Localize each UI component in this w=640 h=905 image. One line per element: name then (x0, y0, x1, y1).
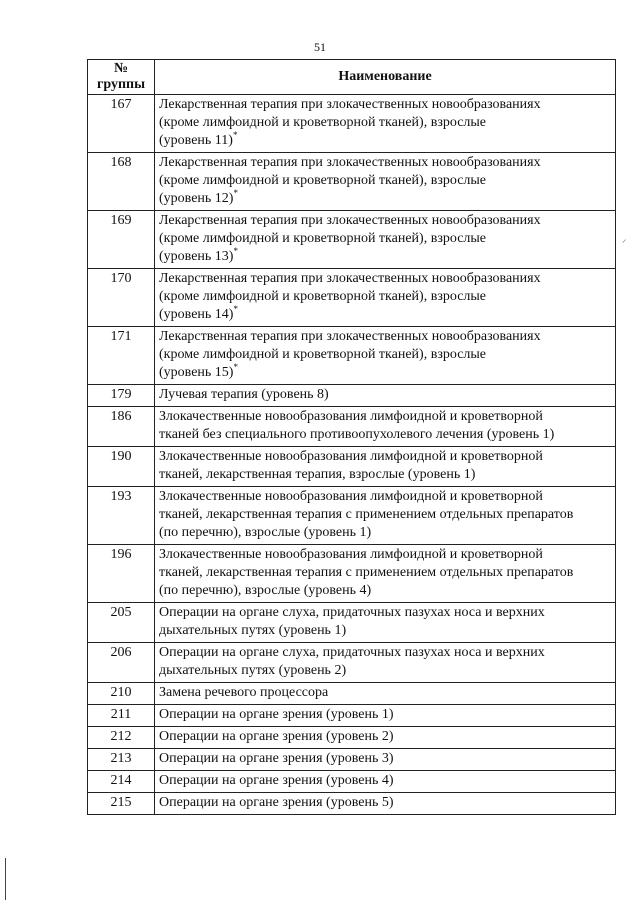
group-number-cell: 215 (88, 793, 155, 815)
group-name-line (159, 190, 611, 208)
group-number-cell: 212 (88, 727, 155, 749)
table-row (88, 727, 616, 749)
group-name-cell (155, 705, 616, 727)
group-name-text: Операции на органе зрения (уровень 1) (159, 707, 394, 722)
group-number-cell: 167 (88, 95, 155, 153)
group-name-text: (по перечню), взрослые (уровень 1) (159, 525, 372, 540)
group-name-text: Злокачественные новообразования лимфоидной и кроветворной (159, 409, 543, 424)
group-name-line (159, 662, 611, 680)
group-name-line (159, 794, 611, 812)
table-header (88, 60, 616, 95)
group-name-text: Операции на органе зрения (уровень 4) (159, 773, 394, 788)
group-name-line (159, 364, 611, 382)
group-name-line (159, 408, 611, 426)
group-name-cell (155, 447, 616, 487)
table-row (88, 545, 616, 603)
group-number-cell: 206 (88, 643, 155, 683)
footnote-mark: * (233, 304, 238, 314)
group-name-text: Злокачественные новообразования лимфоидной и кроветворной (159, 489, 543, 504)
group-name-text: Лекарственная терапия при злокачественных новообразованиях (159, 329, 541, 344)
group-name-text: Лекарственная терапия при злокачественных новообразованиях (159, 97, 541, 112)
table-row (88, 95, 616, 153)
group-name-text: Замена речевого процессора (159, 685, 329, 700)
group-name-text: (кроме лимфоидной и кроветворной тканей), взрослые (159, 173, 487, 188)
group-name-line (159, 564, 611, 582)
group-name-cell (155, 545, 616, 603)
group-name-line (159, 488, 611, 506)
table-row (88, 683, 616, 705)
group-name-text: Операции на органе зрения (уровень 5) (159, 795, 394, 810)
group-name-cell (155, 407, 616, 447)
group-number-cell: 179 (88, 385, 155, 407)
table-row (88, 603, 616, 643)
group-name-text: Операции на органе зрения (уровень 3) (159, 751, 394, 766)
group-name-text: Операции на органе зрения (уровень 2) (159, 729, 394, 744)
group-number-cell: 186 (88, 407, 155, 447)
group-number-cell: 169 (88, 211, 155, 269)
group-name-line (159, 750, 611, 768)
table-row (88, 643, 616, 683)
group-name-text: (кроме лимфоидной и кроветворной тканей), взрослые (159, 231, 487, 246)
footnote-mark: * (233, 246, 238, 256)
group-name-line (159, 448, 611, 466)
group-name-text: Злокачественные новообразования лимфоидной и кроветворной (159, 449, 543, 464)
group-name-line (159, 466, 611, 484)
group-name-line (159, 506, 611, 524)
group-name-text: Операции на органе слуха, придаточных пазухах носа и верхних (159, 605, 545, 620)
group-number-cell: 168 (88, 153, 155, 211)
header-row (88, 60, 616, 95)
group-number-cell: 170 (88, 269, 155, 327)
group-name-text: Злокачественные новообразования лимфоидной и кроветворной (159, 547, 543, 562)
group-number-cell: 171 (88, 327, 155, 385)
table-row (88, 269, 616, 327)
group-name-line (159, 706, 611, 724)
group-name-line (159, 270, 611, 288)
footnote-mark: * (232, 130, 238, 140)
margin-line (5, 858, 6, 900)
group-name-text: (уровень 13) (159, 249, 234, 264)
group-name-line (159, 96, 611, 114)
group-name-line (159, 684, 611, 702)
group-name-line (159, 154, 611, 172)
group-name-cell (155, 643, 616, 683)
table-row (88, 487, 616, 545)
page-number: 51 (314, 40, 326, 54)
footnote-mark: * (233, 362, 238, 372)
groups-table (87, 59, 616, 815)
group-name-line (159, 212, 611, 230)
group-name-line (159, 328, 611, 346)
group-name-cell (155, 771, 616, 793)
table-row (88, 385, 616, 407)
group-name-cell (155, 749, 616, 771)
group-name-line (159, 288, 611, 306)
group-name-line (159, 622, 611, 640)
group-name-cell (155, 487, 616, 545)
group-name-cell (155, 269, 616, 327)
group-name-cell (155, 153, 616, 211)
group-name-text: Лекарственная терапия при злокачественных новообразованиях (159, 271, 541, 286)
group-name-text: (кроме лимфоидной и кроветворной тканей), взрослые (159, 347, 487, 362)
table-row (88, 447, 616, 487)
group-name-line (159, 426, 611, 444)
group-number-header-line1: № (113, 61, 129, 76)
group-name-cell (155, 603, 616, 643)
group-name-line (159, 172, 611, 190)
group-name-line (159, 132, 611, 150)
group-name-cell (155, 211, 616, 269)
footnote-mark: * (233, 188, 238, 198)
group-name-text: (кроме лимфоидной и кроветворной тканей), взрослые (159, 115, 487, 130)
group-number-cell: 214 (88, 771, 155, 793)
group-name-text: (уровень 12) (159, 191, 234, 206)
group-name-text: (уровень 15) (159, 365, 234, 380)
group-name-cell (155, 95, 616, 153)
group-number-cell: 190 (88, 447, 155, 487)
group-number-cell: 211 (88, 705, 155, 727)
name-header: Наименование (155, 60, 616, 95)
group-name-line (159, 306, 611, 324)
group-number-cell: 205 (88, 603, 155, 643)
group-name-line (159, 114, 611, 132)
group-name-text: дыхательных путях (уровень 2) (159, 663, 347, 678)
group-name-line (159, 524, 611, 542)
group-name-cell (155, 683, 616, 705)
group-name-text: тканей, лекарственная терапия с применением отдельных препаратов (159, 507, 574, 522)
group-name-line (159, 230, 611, 248)
group-name-line (159, 604, 611, 622)
group-name-line (159, 728, 611, 746)
group-name-cell (155, 385, 616, 407)
group-name-text: дыхательных путях (уровень 1) (159, 623, 347, 638)
table-row (88, 327, 616, 385)
table-row (88, 705, 616, 727)
group-name-text: Лекарственная терапия при злокачественных новообразованиях (159, 213, 541, 228)
group-number-cell: 210 (88, 683, 155, 705)
table-row (88, 211, 616, 269)
group-number-cell: 213 (88, 749, 155, 771)
table-row (88, 407, 616, 447)
group-name-line (159, 772, 611, 790)
scan-speck: ⸝ (622, 234, 627, 244)
group-name-text: Лучевая терапия (уровень 8) (159, 387, 329, 402)
group-number-header-line2: группы (96, 77, 146, 92)
group-number-cell: 196 (88, 545, 155, 603)
table-body (88, 95, 616, 815)
group-name-text: тканей, лекарственная терапия с применением отдельных препаратов (159, 565, 574, 580)
group-number-header (88, 60, 155, 95)
table-row (88, 793, 616, 815)
group-name-text: (уровень 11) (159, 133, 233, 148)
group-name-text: тканей, лекарственная терапия, взрослые (уровень 1) (159, 467, 476, 482)
group-name-text: (уровень 14) (159, 307, 234, 322)
group-name-text: (кроме лимфоидной и кроветворной тканей), взрослые (159, 289, 487, 304)
group-name-cell (155, 793, 616, 815)
group-name-text: Лекарственная терапия при злокачественных новообразованиях (159, 155, 541, 170)
group-number-cell: 193 (88, 487, 155, 545)
group-name-cell (155, 727, 616, 749)
group-name-line (159, 582, 611, 600)
group-name-text: тканей без специального противоопухолевого лечения (уровень 1) (159, 427, 555, 442)
table-row (88, 771, 616, 793)
group-name-text: Операции на органе слуха, придаточных пазухах носа и верхних (159, 645, 545, 660)
group-name-line (159, 386, 611, 404)
group-name-line (159, 644, 611, 662)
group-name-line (159, 346, 611, 364)
group-name-line (159, 248, 611, 266)
group-name-line (159, 546, 611, 564)
group-name-cell (155, 327, 616, 385)
table-row (88, 153, 616, 211)
table-row (88, 749, 616, 771)
group-name-text: (по перечню), взрослые (уровень 4) (159, 583, 372, 598)
